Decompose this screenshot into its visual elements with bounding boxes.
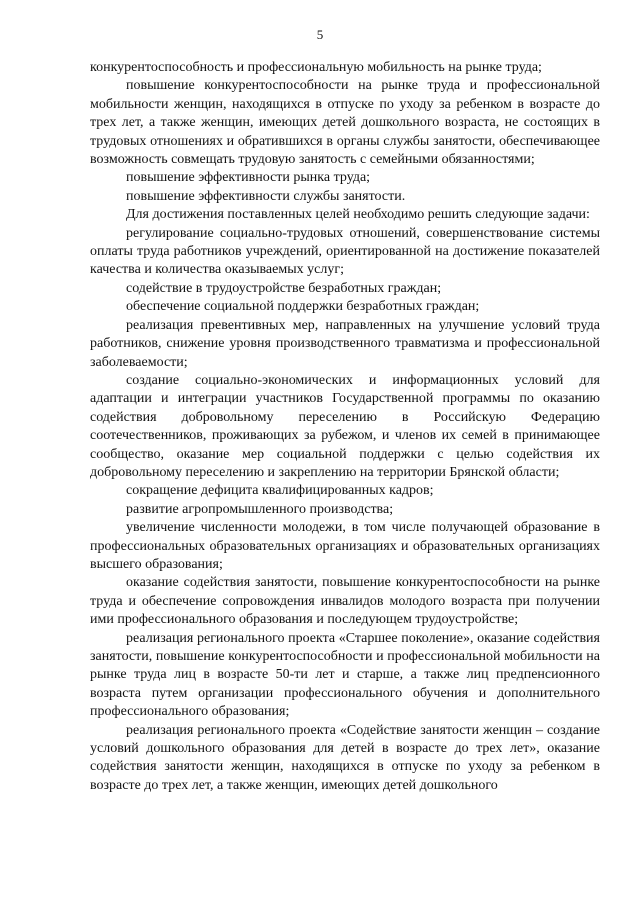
paragraph-continuation: конкурентоспособность и профессиональную мобильность на рынке труда; bbox=[90, 60, 542, 75]
paragraph: увеличение численности молодежи, в том числе получающей образование в профессиональных образовательных организациях и образовательных организациях высшего образования; bbox=[90, 520, 600, 572]
paragraph: регулирование социально-трудовых отношений, совершенствование системы оплаты труда работников учреждений, ориентированной на достижение показателей качества и количества оказываемых услуг; bbox=[90, 225, 600, 278]
paragraph: создание социально-экономических и информационных условий для адаптации и интеграции участников Государственной программы по оказанию содействия добровольному переселению в Российскую Федерацию соотечественников, проживающих за рубежом, и членов их семей в принимающее сообщество, оказание мер социальной поддержки с целью содействия их добровольному переселению и закреплению на территории Брянской области; bbox=[90, 372, 600, 480]
paragraph: развитие агропромышленного производства; bbox=[126, 501, 394, 517]
paragraph: реализация регионального проекта «Содействие занятости женщин – создание условий дошкольного образования для детей в возрасте до трех лет», оказание содействия занятости женщин, находящихся в отпуске по уходу за ребенком в возрасте до трех лет, а также женщин, имеющих детей дошкольного bbox=[90, 722, 600, 793]
page-number: 5 bbox=[316, 27, 324, 42]
document-body bbox=[90, 59, 600, 795]
paragraph: реализация превентивных мер, направленных на улучшение условий труда работников, снижение уровня производственного травматизма и профессиональной заболеваемости; bbox=[90, 317, 600, 370]
paragraph: сокращение дефицита квалифицированных кадров; bbox=[126, 483, 434, 499]
paragraph: оказание содействия занятости, повышение конкурентоспособности на рынке труда и обеспечение сопровождения инвалидов молодого возраста при получении ими профессионального образования и последующем трудоустройстве; bbox=[90, 575, 600, 628]
paragraph: повышение эффективности рынка труда; bbox=[126, 170, 371, 186]
paragraph: повышение эффективности службы занятости. bbox=[126, 188, 406, 204]
paragraph: реализация регионального проекта «Старшее поколение», оказание содействия занятости, повышение конкурентоспособности и профессиональной мобильности на рынке труда лиц в возрасте 50-ти лет и старше, а также лиц предпенсионного возраста путем организации профессионального обучения и дополнительного профессионального образования; bbox=[90, 630, 600, 720]
paragraph: содействие в трудоустройстве безработных граждан; bbox=[126, 280, 442, 296]
paragraph: обеспечение социальной поддержки безработных граждан; bbox=[126, 299, 480, 315]
paragraph: Для достижения поставленных целей необходимо решить следующие задачи: bbox=[126, 207, 590, 223]
paragraph: повышение конкурентоспособности на рынке труда и профессиональной мобильности женщин, находящихся в отпуске по уходу за ребенком в возрасте до трех лет, а также женщин, имеющих детей дошкольного возраста, не состоящих в трудовых отношениях и обратившихся в органы службы занятости, обеспечивающее возможность совмещать трудовую занятость с семейными обязанностями; bbox=[90, 78, 600, 168]
